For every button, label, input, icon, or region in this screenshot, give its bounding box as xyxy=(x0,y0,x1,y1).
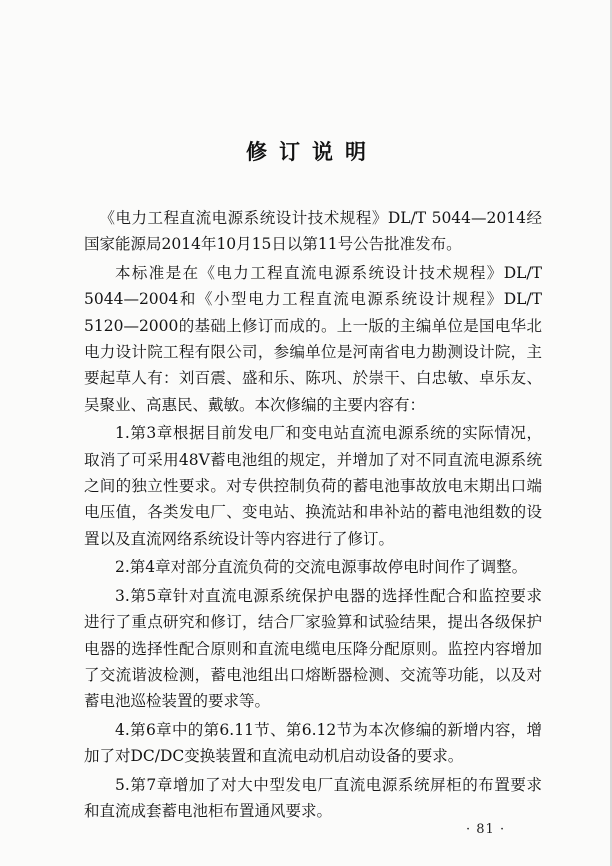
paragraph-item-5: 5.第7章增加了对大中型发电厂直流电源系统屏柜的布置要求和直流成套蓄电池柜布置通风要求。 xyxy=(84,775,542,820)
page-title: 修订说明 xyxy=(246,140,378,164)
paragraph-item-2: 2.第4章对部分直流负荷的交流电源事故停电时间作了调整。 xyxy=(115,558,528,577)
body-text xyxy=(84,205,542,826)
paragraph-background: 本标准是在《电力工程直流电源系统设计技术规程》DL/T 5044—2004和《小型电力工程直流电源系统设计规程》DL/T 5120—2000的基础上修订而成的。上一版的主编单位是国电华北电力设计院工程有限公司，参编单位是河南省电力勘测设计院，主要起草人有：刘百震、盛和乐、陈巩、於崇干、白忠敏、卓乐友、吴聚业、高惠民、戴敏。本次修编的主要内容有： xyxy=(84,263,542,414)
paragraph-approval: 《电力工程直流电源系统设计技术规程》DL/T 5044—2014经国家能源局2014年10月15日以第11号公告批准发布。 xyxy=(84,209,542,254)
paragraph-item-1: 1.第3章根据目前发电厂和变电站直流电源系统的实际情况，取消了可采用48V蓄电池组的规定，并增加了对不同直流电源系统之间的独立性要求。对专供控制负荷的蓄电池事故放电末期出口端电压值，各类发电厂、变电站、换流站和串补站的蓄电池组数的设置以及直流网络系统设计等内容进行了修订。 xyxy=(84,424,542,548)
page-number: · 81 · xyxy=(466,822,506,837)
paragraph-item-3: 3.第5章针对直流电源系统保护电器的选择性配合和监控要求进行了重点研究和修订，结合厂家验算和试验结果，提出各级保护电器的选择性配合原则和直流电缆电压降分配原则。监控内容增加了交流谐波检测，蓄电池组出口熔断器检测、交流等功能，以及对蓄电池巡检装置的要求等。 xyxy=(84,586,542,711)
paragraph-item-4: 4.第6章中的第6.11节、第6.12节为本次修编的新增内容，增加了对DC/DC变换装置和直流电动机启动设备的要求。 xyxy=(84,720,542,766)
